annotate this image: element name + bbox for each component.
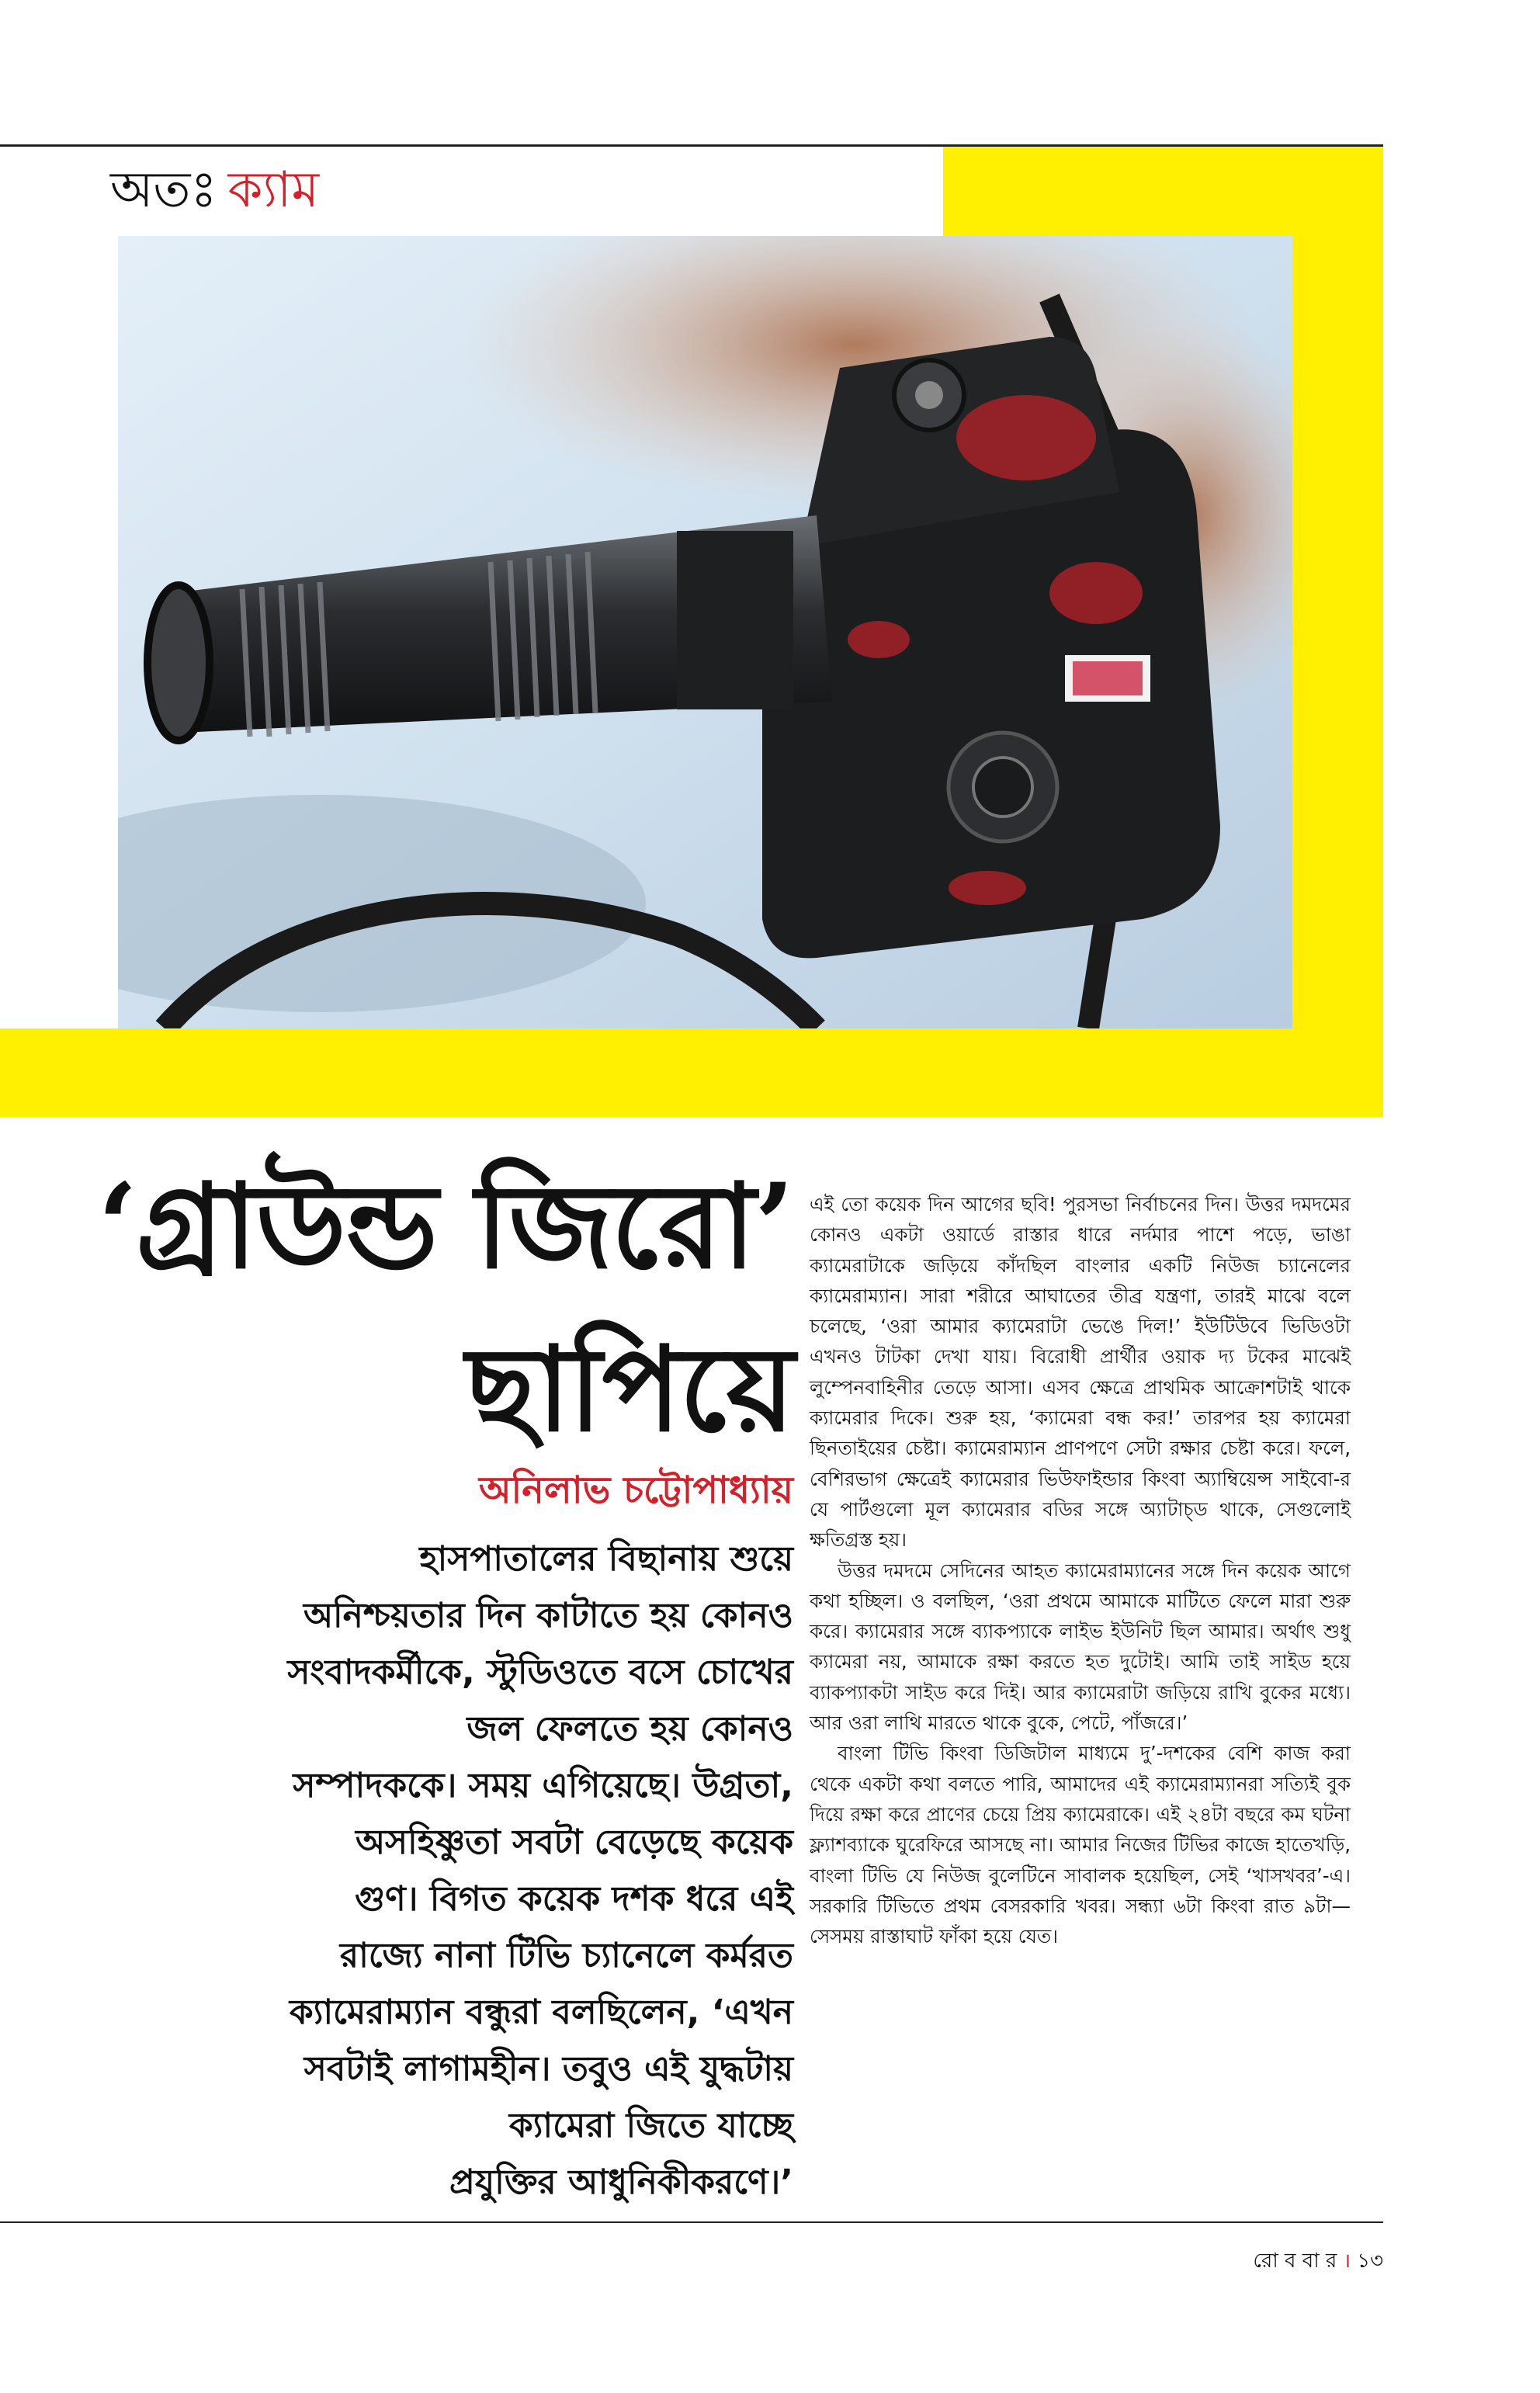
headline bbox=[97, 1145, 793, 1471]
intro-line: রাজ্যে নানা টিভি চ্যানেলে কর্মরত bbox=[339, 1936, 793, 1975]
intro-line: অসহিষ্ণুতা সবটা বেড়েছে কয়েক bbox=[355, 1822, 793, 1862]
page-footer bbox=[1253, 2246, 1383, 2277]
camera-illustration bbox=[118, 236, 1292, 1028]
section-heading-word2: ক্যাম bbox=[227, 161, 320, 219]
intro-line: জল ফেলতে হয় কোনও bbox=[467, 1709, 793, 1749]
intro-line: হাসপাতালের বিছানায় শুয়ে bbox=[419, 1539, 793, 1579]
intro-line: গুণ। বিগত কয়েক দশক ধরে এই bbox=[355, 1879, 793, 1919]
intro-paragraph bbox=[179, 1531, 793, 2211]
intro-line: সম্পাদককে। সময় এগিয়েছে। উগ্রতা, bbox=[293, 1766, 793, 1805]
intro-line: সংবাদকর্মীকে, স্টুডিওতে বসে চোখের bbox=[287, 1653, 793, 1692]
camera-photo bbox=[118, 236, 1292, 1028]
section-heading bbox=[110, 155, 319, 225]
headline-line-1: ‘গ্রাউন্ড জিরো’ bbox=[97, 1158, 793, 1295]
yellow-frame-bottom bbox=[0, 1028, 1383, 1117]
headline-line-2: ছাপিয়ে bbox=[466, 1321, 793, 1458]
section-heading-word1: অতঃ bbox=[110, 161, 217, 219]
author-byline: অনিলাভ চট্টোপাধ্যায় bbox=[478, 1469, 793, 1512]
intro-line: অনিশ্চয়তার দিন কাটাতে হয় কোনও bbox=[303, 1596, 793, 1635]
page-number: ১৩ bbox=[1357, 2249, 1383, 2273]
yellow-frame-right bbox=[1292, 147, 1383, 1117]
body-paragraph-1: এই তো কয়েক দিন আগের ছবি! পুরসভা নির্বাচনের দিন। উত্তর দমদমের কোনও একটা ওয়ার্ডে রাস্তার ধারে নর্দমার পাশে পড়ে, ভাঙা ক্যামেরাটাকে জড়িয়ে কাঁদছিল বাংলার একটি নিউজ চ্যানেলের ক্যামেরাম্যান। সারা শরীরে আঘাতের তীব্র যন্ত্রণা, তারই মাঝে বলে চলেছে, ‘ওরা আমার ক্যামেরাটা ভেঙে দিল!’ ইউটিউবে ভিডিওটা এখনও টাটকা দেখা যায়। বিরোধী প্রার্থীর ওয়াক দ্য টকের মাঝেই লুম্পেনবাহিনীর তেড়ে আসা। এসব ক্ষেত্রে প্রাথমিক আক্রোশটাই থাকে ক্যামেরার দিকে। শুরু হয়, ‘ক্যামেরা বন্ধ কর!’ তারপর হয় ক্যামেরা ছিনতাইয়ের চেষ্টা। ক্যামেরাম্যান প্রাণপণে সেটা রক্ষার চেষ্টা করে। ফলে, বেশিরভাগ ক্ষেত্রেই ক্যামেরার ভিউফাইন্ডার কিংবা অ্যাম্বিয়েন্স সাইবো-র যে পার্টগুলো মূল ক্যামেরার বডির সঙ্গে অ্যাটাচ্‌ড থাকে, সেগুলোই ক্ষতিগ্রস্ত হয়। bbox=[810, 1193, 1351, 1552]
intro-line: প্রযুক্তির আধুনিকীকরণে।’ bbox=[449, 2162, 793, 2202]
intro-line: সবটাই লাগামহীন। তবুও এই যুদ্ধটায় bbox=[303, 2049, 793, 2089]
footer-separator: । bbox=[1343, 2249, 1351, 2273]
intro-line: ক্যামেরাম্যান বন্ধুরা বলছিলেন, ‘এখন bbox=[289, 1992, 793, 2032]
bottom-rule bbox=[0, 2221, 1383, 2223]
intro-line: ক্যামেরা জিতে যাচ্ছে bbox=[508, 2106, 793, 2145]
article-body bbox=[810, 1189, 1351, 1951]
publication-name: রো ব বা র bbox=[1253, 2249, 1337, 2273]
body-paragraph-3: বাংলা টিভি কিংবা ডিজিটাল মাধ্যমে দু’-দশকের বেশি কাজ করা থেকে একটা কথা বলতে পারি, আমাদের এই ক্যামেরাম্যানরা সত্যিই বুক দিয়ে রক্ষা করে প্রাণের চেয়ে প্রিয় ক্যামেরাকে। এই ২৪টা বছরে কম ঘটনা ফ্ল্যাশব্যাকে ঘুরেফিরে আসছে না। আমার নিজের টিভির কাজে হাতেখড়ি, বাংলা টিভি যে নিউজ বুলেটিনে সাবালক হয়েছিল, সেই ‘খাসখবর’-এ। সরকারি টিভিতে প্রথম বেসরকারি খবর। সন্ধ্যা ৬টা কিংবা রাত ৯টা— সেসময় রাস্তাঘাট ফাঁকা হয়ে যেত। bbox=[810, 1742, 1351, 1948]
body-paragraph-2: উত্তর দমদমে সেদিনের আহত ক্যামেরাম্যানের সঙ্গে দিন কয়েক আগে কথা হচ্ছিল। ও বলছিল, ‘ওরা প্রথমে আমাকে মাটিতে ফেলে মারা শুরু করে। ক্যামেরার সঙ্গে ব্যাকপ্যাকে লাইভ ইউনিট ছিল আমার। অর্থাৎ শুধু ক্যামেরা নয়, আমাকে রক্ষা করতে হত দুটোই। আমি তাই সাইড হয়ে ব্যাকপ্যাকটা সাইড করে দিই। আর ক্যামেরাটা জড়িয়ে রাখি বুকের মধ্যে। আর ওরা লাথি মারতে থাকে বুকে, পেটে, পাঁজরে।’ bbox=[810, 1559, 1351, 1735]
